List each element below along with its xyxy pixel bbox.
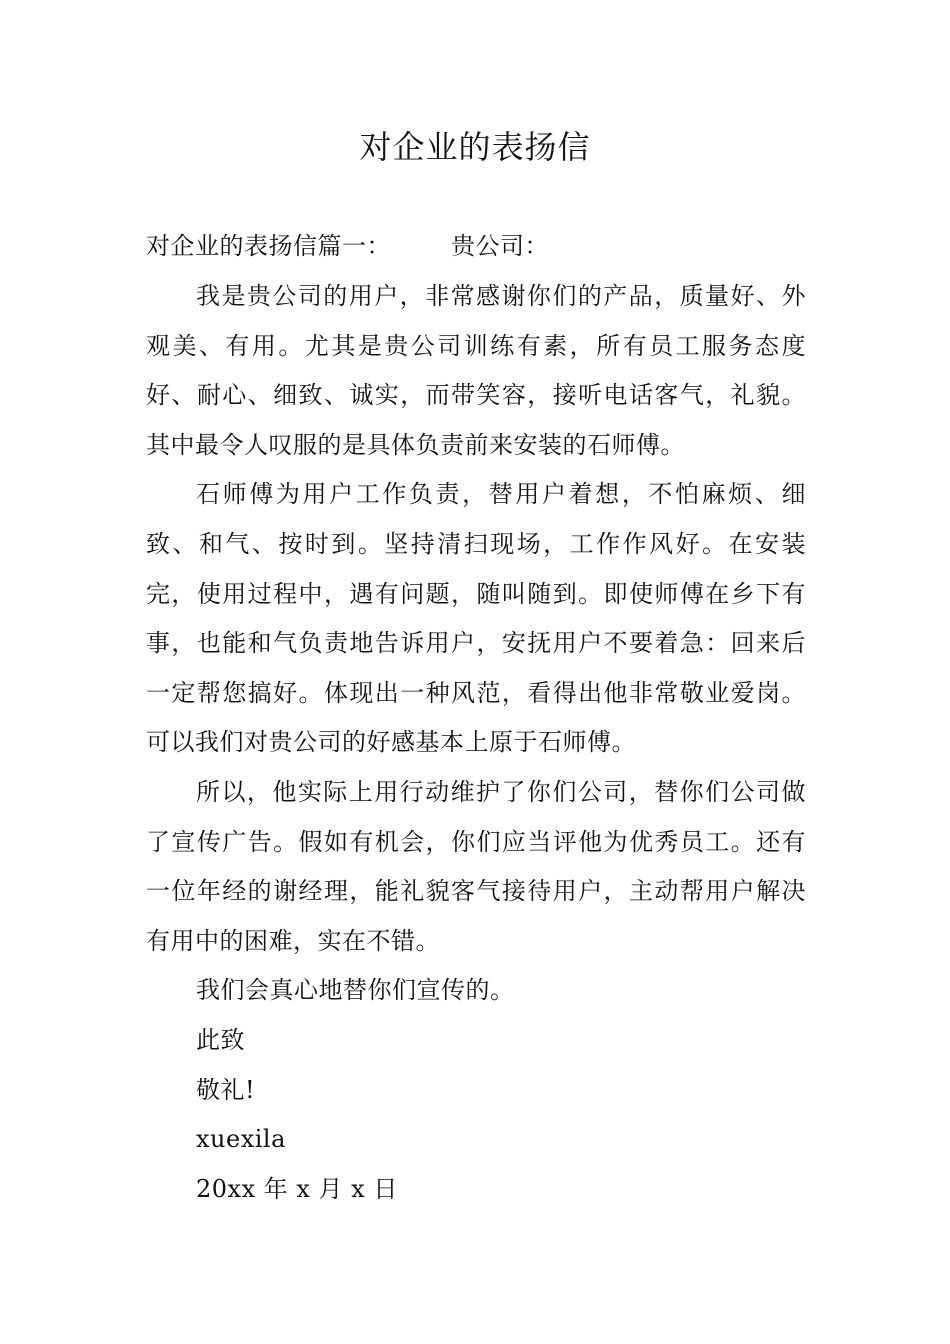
paragraph: 所以，他实际上用行动维护了你们公司，替你们公司做了宣传广告。假如有机会，你们应当评他为优秀员工。还有一位年经的谢经理，能礼貌客气接待用户，主动帮用户解决有用中的困难，实在不错。 bbox=[146, 777, 806, 955]
letter-body bbox=[146, 272, 806, 1214]
closing-line-2: 敬礼! bbox=[196, 1075, 256, 1104]
paragraph: 石师傅为用户工作负责，替用户着想，不怕麻烦、细致、和气、按时到。坚持清扫现场，工作作风好。在安装完，使用过程中，遇有问题，随叫随到。即使师傅在乡下有事，也能和气负责地告诉用户，安抚用户不要着急：回来后一定帮您搞好。体现出一种风范，看得出他非常敬业爱岗。可以我们对贵公司的好感基本上原于石师傅。 bbox=[146, 480, 806, 757]
paragraph: 我们会真心地替你们宣传的。 bbox=[196, 976, 515, 1005]
salutation: 贵公司： bbox=[451, 232, 549, 260]
greeting-heading: 对企业的表扬信篇一： bbox=[146, 232, 391, 260]
closing-line-1: 此致 bbox=[196, 1025, 245, 1054]
paragraph: 我是贵公司的用户，非常感谢你们的产品，质量好、外观美、有用。尤其是贵公司训练有素，所有员工服务态度好、耐心、细致、诚实，而带笑容，接听电话客气，礼貌。其中最令人叹服的是具体负责前来安装的石师傅。 bbox=[146, 282, 806, 459]
date: 20xx 年 x 月 x 日 bbox=[196, 1174, 398, 1203]
greeting-line bbox=[146, 222, 806, 272]
page-title: 对企业的表扬信 bbox=[359, 128, 591, 166]
signature: xuexila bbox=[196, 1125, 286, 1154]
